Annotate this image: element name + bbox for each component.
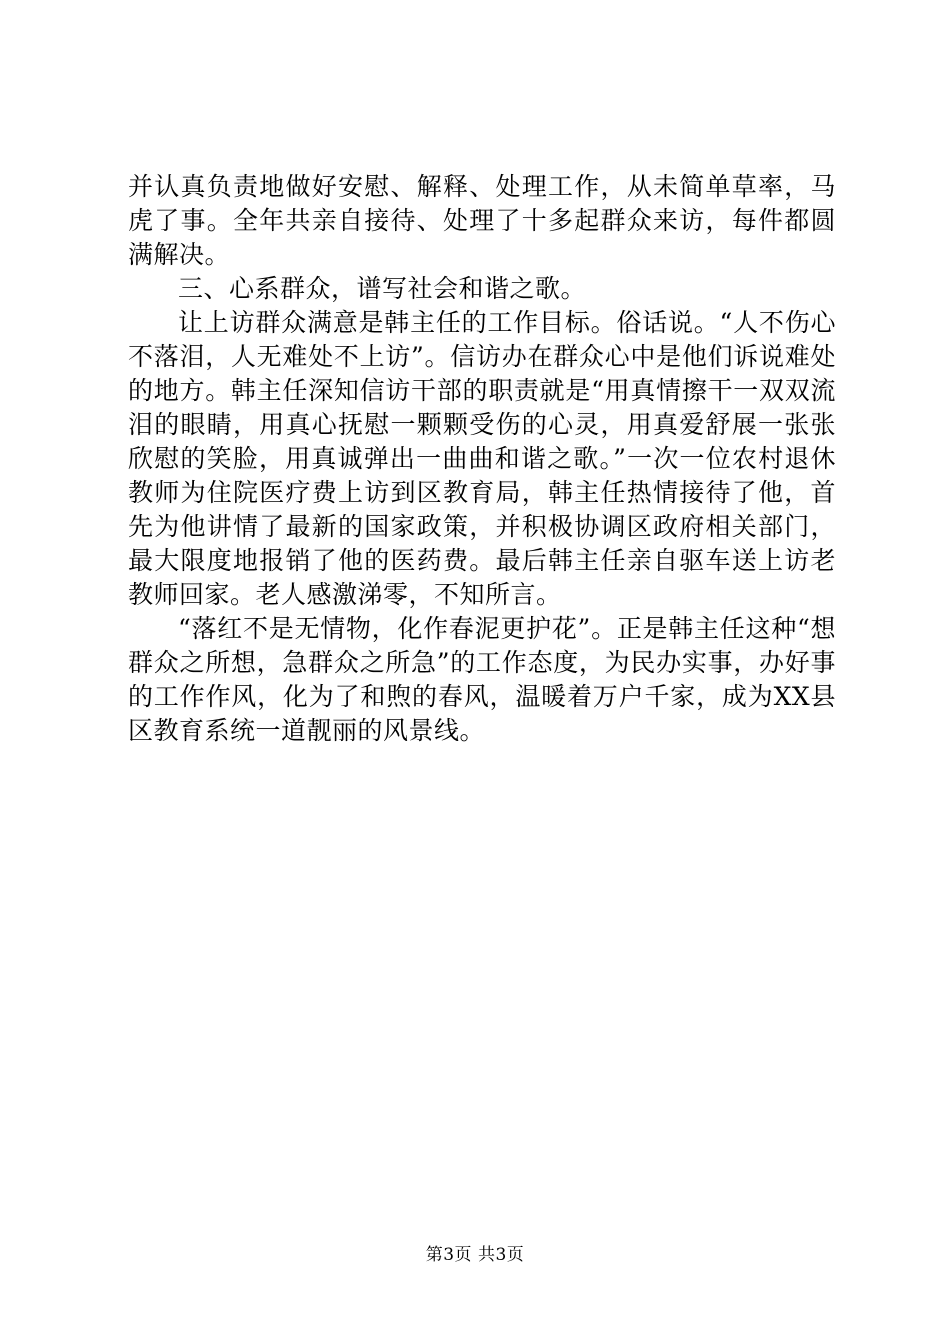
document-body (128, 170, 836, 748)
page-footer (0, 1244, 950, 1266)
paragraph-closing: “落红不是无情物，化作春泥更护花”。正是韩主任这种“想群众之所想，急群众之所急”的工作态度，为民办实事，办好事的工作作风，化为了和煦的春风，温暖着万户千家，成为XX县区教育系统一道靓丽的风景线。 (128, 614, 836, 745)
section-heading: 三、心系群众，谱写社会和谐之歌。 (178, 274, 587, 303)
paragraph-continuation: 并认真负责地做好安慰、解释、处理工作，从未简单草率，马虎了事。全年共亲自接待、处理了十多起群众来访，每件都圆满解决。 (128, 172, 836, 269)
paragraph-body: 让上访群众满意是韩主任的工作目标。俗话说。“人不伤心不落泪，人无难处不上访”。信访办在群众心中是他们诉说难处的地方。韩主任深知信访干部的职责就是“用真情擦干一双双流泪的眼睛，用真心抚慰一颗颗受伤的心灵，用真爱舒展一张张欣慰的笑脸，用真诚弹出一曲曲和谐之歌。”一次一位农村退休教师为住院医疗费上访到区教育局，韩主任热情接待了他，首先为他讲情了最新的国家政策，并积极协调区政府相关部门，最大限度地报销了他的医药费。最后韩主任亲自驱车送上访老教师回家。老人感激涕零，不知所言。 (128, 308, 836, 609)
page-number: 第3页 共3页 (425, 1245, 525, 1265)
